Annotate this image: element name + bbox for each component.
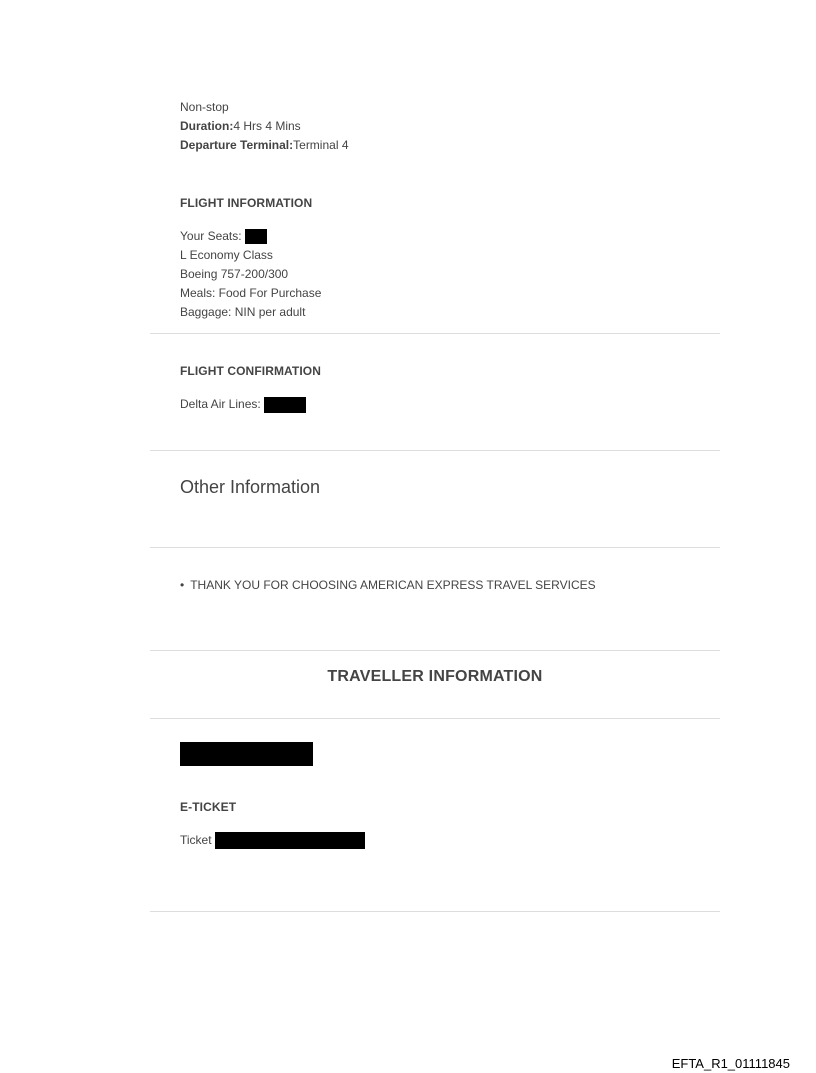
airline-confirmation-line: [180, 395, 306, 414]
ticket-line: [180, 831, 365, 850]
list-item: [180, 578, 596, 592]
flight-confirmation-heading: FLIGHT CONFIRMATION: [180, 364, 321, 378]
ticket-label: Ticket: [180, 833, 212, 847]
class-text: L Economy Class: [180, 248, 273, 262]
ticket-number-redaction: [215, 832, 365, 849]
divider: [150, 450, 720, 451]
document-id: EFTA_R1_01111845: [671, 1056, 790, 1071]
seats-label: Your Seats:: [180, 229, 242, 243]
divider: [150, 333, 720, 334]
airline-label: Delta Air Lines:: [180, 397, 261, 411]
seats-redaction: [245, 229, 267, 244]
list-item-text: THANK YOU FOR CHOOSING AMERICAN EXPRESS TRAVEL SERVICES: [190, 578, 596, 592]
duration-line: [180, 117, 301, 136]
divider: [150, 547, 720, 548]
traveller-name-redaction: [180, 742, 313, 766]
departure-terminal-label: Departure Terminal:: [180, 138, 294, 152]
e-ticket-heading: E-TICKET: [180, 800, 237, 814]
duration-value: 4 Hrs 4 Mins: [233, 119, 301, 133]
divider: [150, 718, 720, 719]
divider: [150, 650, 720, 651]
traveller-information-heading: TRAVELLER INFORMATION: [327, 668, 543, 685]
baggage-text: Baggage: NIN per adult: [180, 305, 306, 319]
bullet-icon: •: [180, 578, 185, 592]
other-information-heading: Other Information: [180, 477, 321, 497]
seats-line: [180, 227, 267, 246]
divider: [150, 911, 720, 912]
duration-label: Duration:: [180, 119, 234, 133]
stops-text: Non-stop: [180, 100, 229, 114]
flight-information-heading: FLIGHT INFORMATION: [180, 196, 313, 210]
departure-terminal-line: [180, 136, 349, 155]
confirmation-redaction: [264, 397, 306, 413]
meals-text: Meals: Food For Purchase: [180, 286, 322, 300]
departure-terminal-value: Terminal 4: [293, 138, 349, 152]
aircraft-text: Boeing 757-200/300: [180, 267, 289, 281]
